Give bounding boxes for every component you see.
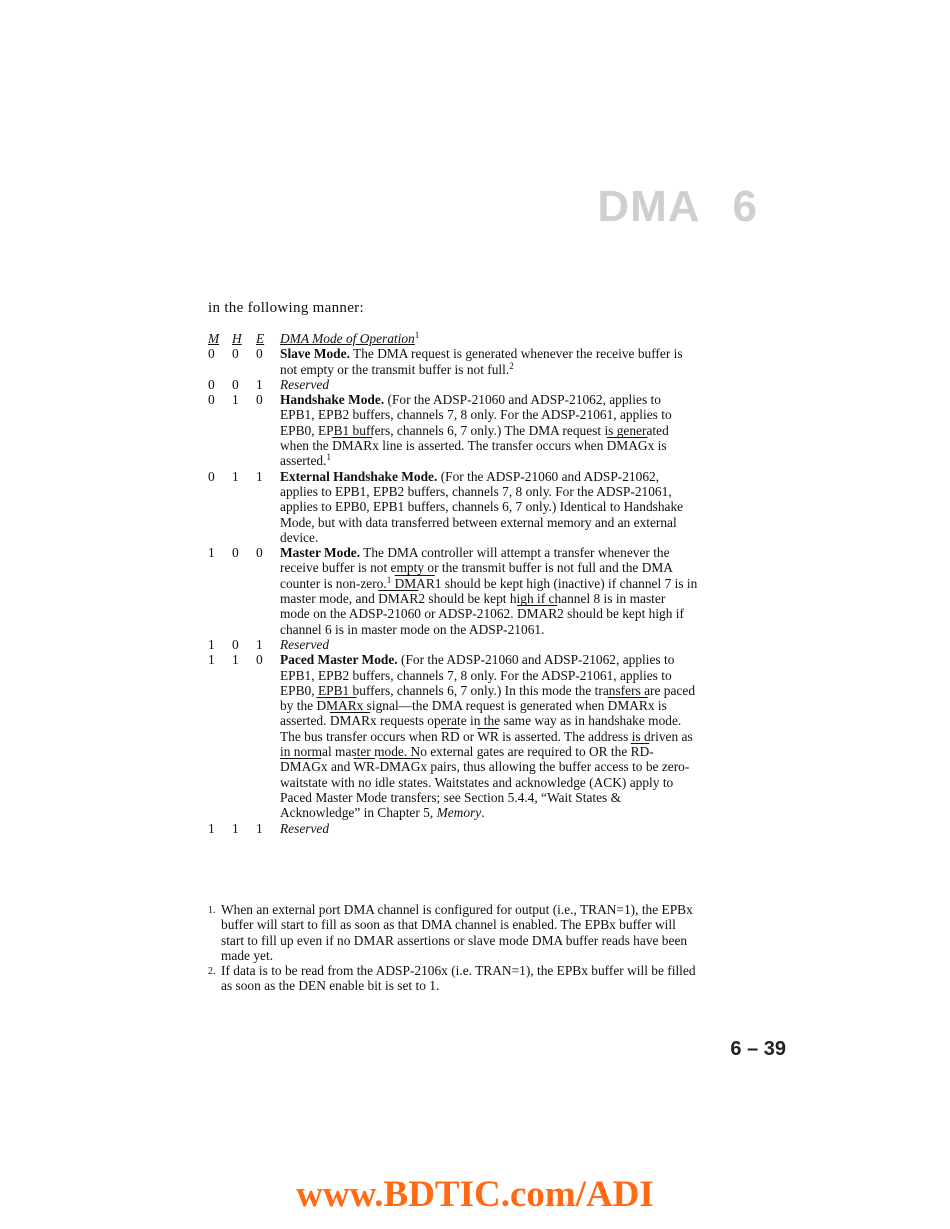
mode-text: -: [374, 759, 380, 775]
signal-name: $\overline{WR}$: [353, 759, 375, 775]
bit-h: 0: [232, 376, 239, 392]
chapter-label: DMA: [597, 182, 701, 231]
footnote: [208, 963, 698, 994]
table-row: [208, 652, 698, 820]
bit-h: 0: [232, 636, 239, 652]
bit-e: 0: [256, 392, 263, 408]
bit-m: 0: [208, 392, 215, 408]
bit-e: 1: [256, 468, 263, 484]
signal-name: DMAR: [332, 438, 373, 454]
mode-text: (For the ADSP-21060 and ADSP-21062, applies to EPB1, EPB2 buffers, channels 7, 8 only. For the ADSP-21061, applies to EPB0, EPB1 buffers, channels 6, 7 only.) The DMA request is generated when the: [280, 392, 672, 454]
table-row: [208, 637, 698, 652]
footnote-text: When an external port DMA channel is configured for output (i.e., TRAN=1), the EPBx buffer will start to fill as soon as that DMA channel is enabled. The EPBx buffer will start to fill up even if no DMAR assertions or slave mode DMA buffer reads have been made yet.: [221, 902, 693, 963]
footnotes: [208, 902, 698, 994]
table-row: [208, 545, 698, 637]
bit-m: 1: [208, 820, 215, 836]
mode-name: External Handshake Mode.: [280, 468, 438, 484]
signal-name: DMAR: [516, 606, 558, 622]
mode-text: The DMA controller will attempt a transfer whenever the receive buffer is not empty or the transmit buffer is not full and the DMA counter is non-zero.: [280, 545, 673, 591]
footnote: [208, 902, 698, 963]
page-number: 6 – 39: [730, 1038, 786, 1060]
bit-h: 0: [232, 346, 239, 362]
table-row: [208, 346, 698, 377]
header-h: H: [232, 331, 242, 346]
mode-text: 2 should be kept high if channel 8 is in master mode on the ADSP-21060 or ADSP-21062.: [280, 591, 666, 622]
bit-m: 0: [208, 346, 215, 362]
bit-e: 0: [256, 346, 263, 362]
bit-h: 1: [232, 392, 239, 408]
table-header-row: [208, 331, 698, 346]
mode-text: x and: [320, 759, 354, 775]
bit-e: 0: [256, 545, 263, 561]
table-row: [208, 392, 698, 468]
bit-e: 1: [256, 376, 263, 392]
signal-name: DMAR: [316, 698, 357, 714]
footnote-number: 2.: [208, 966, 216, 978]
bit-m: 1: [208, 545, 215, 561]
mode-text: The DMA request is generated whenever the receive buffer is not empty or the transmit buffer is not full.: [280, 346, 683, 377]
mode-name: Paced Master Mode.: [280, 652, 398, 668]
chapter-reference: Memory: [436, 805, 482, 821]
mode-text: (For the ADSP-21060 and ADSP-21062, applies to EPB1, EPB2 buffers, channels 7, 8 only. For the ADSP-21061, applies to EPB0, EPB1 buffers, channels 6, 7 only.) Identical to Handshake Mode, but with data transferred between external memory and an external device.: [280, 468, 684, 545]
bit-m: 0: [208, 376, 215, 392]
signal-name: DMAG: [280, 759, 321, 775]
bit-h: 1: [232, 468, 239, 484]
mode-name: Master Mode.: [280, 545, 361, 561]
mode-text: x is asserted.: [280, 438, 667, 469]
table-row: [208, 377, 698, 392]
signal-name: DMAR: [394, 575, 435, 591]
dma-mode-table: [208, 331, 698, 836]
header-e: E: [256, 331, 265, 346]
chapter-number: 6: [732, 182, 758, 231]
bit-e: 1: [256, 820, 263, 836]
bit-m: 1: [208, 652, 215, 668]
footnote-ref: 1: [414, 330, 420, 340]
table-row: [208, 821, 698, 836]
mode-description: [280, 652, 698, 820]
header-desc: DMA Mode of Operation: [280, 331, 415, 346]
mode-text: x pairs, thus allowing the buffer access to be zero-waitstate with no idle states. Waitstates and acknowledge (ACK) apply to Paced Master Mode transfers; see Section 5.4.4, “Wait States & Acknowledge” in Chapter 5,: [280, 759, 690, 821]
mode-text: x signal—the DMA request is generated when: [356, 698, 608, 714]
mode-text: x line is asserted. The transfer occurs when: [372, 438, 607, 454]
signal-name: $\overline{WR}$: [477, 728, 499, 744]
mode-description: [280, 346, 698, 377]
mode-text: 2 should be kept high if channel 6 is in master mode on the ADSP-21061.: [280, 606, 684, 637]
mode-text: x requests operate in the same way as in handshake mode. The bus transfer occurs when: [280, 713, 682, 744]
signal-name: $\overline{RD}$: [441, 728, 460, 744]
signal-name: DMAR: [607, 698, 648, 714]
footnote-text: If data is to be read from the ADSP-2106x (i.e. TRAN=1), the EPBx buffer will be filled as soon as the DEN enable bit is set to 1.: [221, 963, 696, 994]
mode-text: 1 should be kept high (inactive) if channel 7 is in master mode, and: [280, 575, 698, 607]
intro-text: in the following manner:: [208, 300, 364, 316]
mode-text: -: [649, 744, 654, 760]
footnote-number: 1.: [208, 905, 216, 916]
chapter-heading: [597, 182, 758, 232]
bit-m: 1: [208, 636, 215, 652]
reserved-label: Reserved: [280, 820, 330, 836]
signal-name: DMAG: [606, 438, 648, 454]
mode-name: Slave Mode.: [280, 346, 350, 362]
header-m: M: [208, 331, 220, 346]
bit-h: 1: [232, 820, 239, 836]
reserved-label: Reserved: [280, 636, 330, 652]
bit-h: 0: [232, 545, 239, 561]
bit-e: 0: [256, 652, 263, 668]
bit-e: 1: [256, 636, 263, 652]
bit-m: 0: [208, 468, 215, 484]
mode-name: Handshake Mode.: [280, 392, 385, 408]
footnote-ref: 1: [386, 574, 392, 585]
watermark-link[interactable]: www.BDTIC.com/ADI: [296, 1174, 654, 1215]
mode-text: or: [459, 728, 478, 744]
signal-name: DMAR: [378, 591, 419, 607]
mode-description: [280, 392, 698, 468]
table-row: [208, 469, 698, 545]
signal-name: DMAG: [379, 759, 421, 775]
reserved-label: Reserved: [280, 376, 330, 392]
footnote-ref: 2: [509, 360, 514, 371]
footnote-ref: 1: [326, 452, 331, 463]
mode-text: .: [481, 805, 485, 821]
mode-text: x is asserted.: [280, 698, 667, 729]
mode-description: [280, 545, 698, 637]
mode-description: [280, 469, 698, 545]
signal-name: DMAR: [329, 713, 371, 729]
mode-text: is asserted. The address is driven as in normal master mode. No external gates are required to OR the: [280, 728, 693, 760]
mode-text: (For the ADSP-21060 and ADSP-21062, applies to EPB1, EPB2 buffers, channels 7, 8 only. For the ADSP-21061, applies to EPB0, EPB1 buffers, channels 6, 7 only.) In this mode the transfers are paced by the: [280, 652, 696, 714]
signal-name: $\overline{RD}$: [630, 744, 650, 760]
bit-h: 1: [232, 652, 239, 668]
